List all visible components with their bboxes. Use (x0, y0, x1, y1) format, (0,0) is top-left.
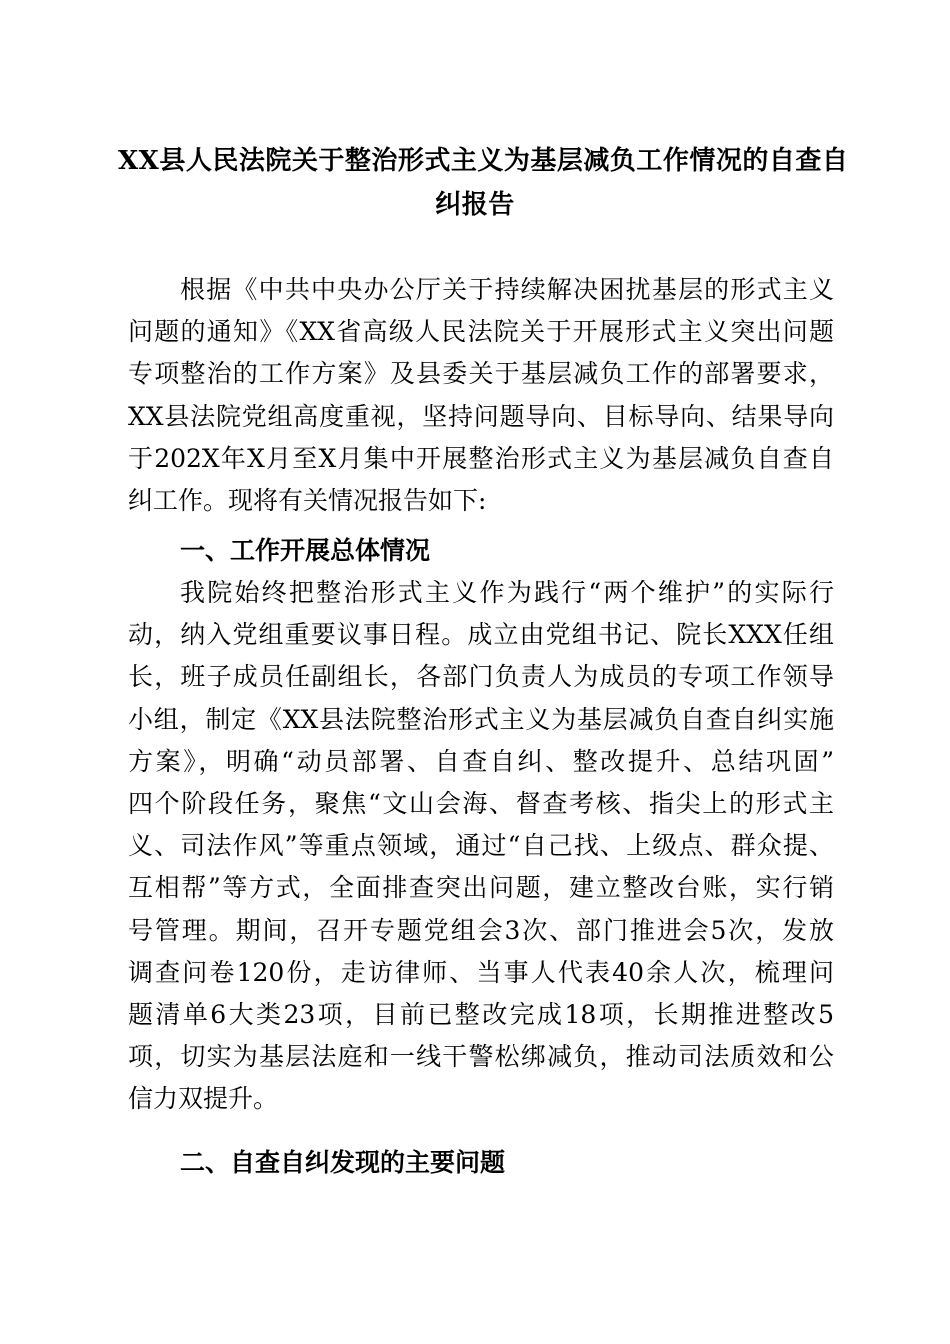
paragraph-line: 小组，制定《XX县法院整治形式主义为基层减负自查自纠实施 (128, 704, 834, 734)
paragraph-line: 专项整治的工作方案》及县委关于基层减负工作的部署要求， (128, 359, 834, 389)
paragraph-line: 互相帮”等方式，全面排查突出问题，建立整改台账，实行销 (128, 873, 834, 903)
paragraph-line: 调查问卷120份，走访律师、当事人代表40余人次，梳理问 (128, 957, 834, 987)
section-heading-1: 一、工作开展总体情况 (180, 536, 431, 565)
paragraph-line: 四个阶段任务，聚焦“文山会海、督查考核、指尖上的形式主 (128, 789, 834, 819)
paragraph-line: 我院始终把整治形式主义作为践行“两个维护”的实际行 (180, 578, 834, 607)
paragraph-line: 问题的通知》《XX省高级人民法院关于开展形式主义突出问题 (128, 317, 834, 347)
paragraph-line: 号管理。期间，召开专题党组会3次、部门推进会5次，发放 (128, 915, 834, 945)
paragraph-line: 方案》，明确“动员部署、自查自纠、整改提升、总结巩固” (128, 746, 834, 776)
paragraph-line: 纠工作。现将有关情况报告如下: (128, 486, 487, 516)
document-title (118, 139, 849, 227)
title-line: 纠报告 (435, 190, 515, 220)
paragraph-line: 根据《中共中央办公厅关于持续解决困扰基层的形式主义 (180, 275, 834, 304)
paragraph-line: 题清单6大类23项，目前已整改完成18项，长期推进整改5 (128, 1000, 834, 1030)
paragraph-line: XX县法院党组高度重视，坚持问题导向、目标导向、结果导向 (128, 401, 834, 431)
intro-paragraph (128, 269, 834, 522)
paragraph-line: 于202X年X月至X月集中开展整治形式主义为基层减负自查自 (128, 443, 834, 473)
title-line: XX县人民法院关于整治形式主义为基层减负工作情况的自查自 (118, 146, 849, 176)
paragraph-line: 信力双提升。 (128, 1084, 279, 1114)
paragraph-line: 义、司法作风”等重点领域，通过“自己找、上级点、群众提、 (128, 831, 834, 861)
section1-paragraph (128, 572, 834, 1121)
paragraph-line: 长，班子成员任副组长，各部门负责人为成员的专项工作领导 (128, 662, 834, 692)
paragraph-line: 动，纳入党组重要议事日程。成立由党组书记、院长XXX任组 (128, 620, 834, 650)
paragraph-line: 项，切实为基层法庭和一线干警松绑减负，推动司法质效和公 (128, 1042, 834, 1072)
section-heading-2: 二、自查自纠发现的主要问题 (180, 1148, 506, 1177)
